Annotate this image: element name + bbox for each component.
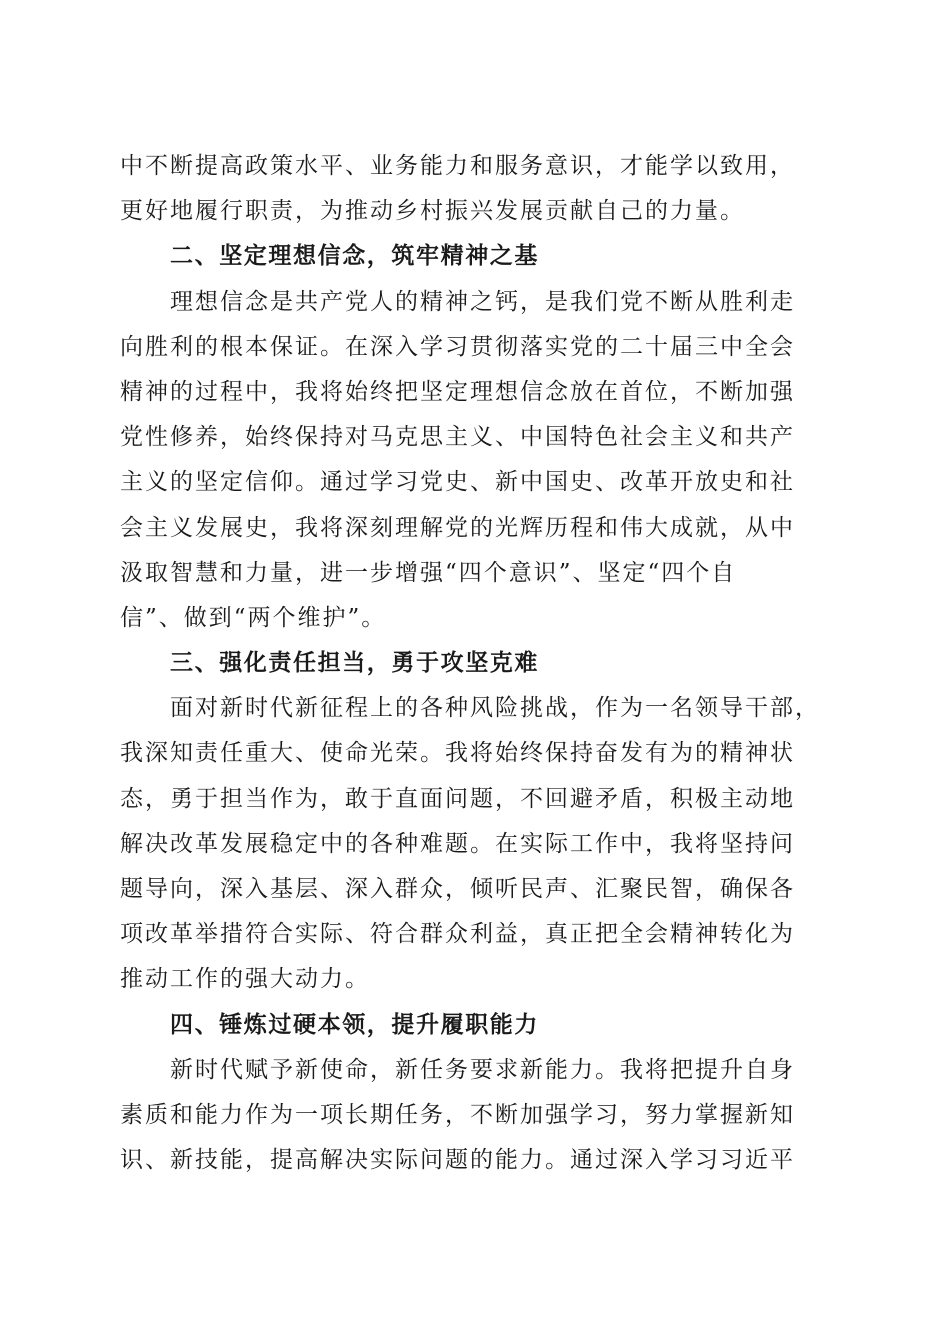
text-line: 向胜利的根本保证。在深入学习贯彻落实党的二十届三中全会 [120, 333, 795, 360]
paragraph [120, 1048, 820, 1184]
text-line: 题导向，深入基层、深入群众，倾听民声、汇聚民智，确保各 [120, 876, 795, 902]
text-line: 解决改革发展稳定中的各种难题。在实际工作中，我将坚持问 [120, 830, 795, 857]
text-line: 信”、做到“两个维护”。 [120, 604, 387, 631]
paragraph [120, 686, 820, 1002]
text-line: 主义的坚定信仰。通过学习党史、新中国史、改革开放史和社 [120, 469, 795, 496]
text-line: 中不断提高政策水平、业务能力和服务意识，才能学以致用， [120, 153, 795, 179]
document-page [120, 144, 820, 1183]
text-line: 理想信念是共产党人的精神之钙，是我们党不断从胜利走 [170, 288, 795, 315]
text-line: 推动工作的强大动力。 [120, 966, 370, 993]
text-line: 更好地履行职责，为推动乡村振兴发展贡献自己的力量。 [120, 198, 745, 225]
section-heading: 三、强化责任担当，勇于攻坚克难 [170, 650, 539, 677]
text-line: 态，勇于担当作为，敢于直面问题，不回避矛盾，积极主动地 [120, 785, 795, 812]
text-line: 会主义发展史，我将深刻理解党的光辉历程和伟大成就，从中 [120, 514, 795, 541]
section-heading: 四、锤炼过硬本领，提升履职能力 [170, 1011, 539, 1038]
text-line: 素质和能力作为一项长期任务，不断加强学习，努力掌握新知 [120, 1101, 795, 1128]
section-heading: 二、坚定理想信念，筑牢精神之基 [170, 243, 539, 270]
paragraph [120, 280, 820, 642]
text-line: 面对新时代新征程上的各种风险挑战，作为一名领导干部， [170, 695, 820, 722]
text-line: 识、新技能，提高解决实际问题的能力。通过深入学习习近平 [120, 1147, 795, 1174]
text-line: 党性修养，始终保持对马克思主义、中国特色社会主义和共产 [120, 424, 795, 451]
text-line: 汲取智慧和力量，进一步增强“四个意识”、坚定“四个自 [120, 559, 737, 586]
text-line: 项改革举措符合实际、符合群众利益，真正把全会精神转化为 [120, 921, 795, 948]
text-line: 我深知责任重大、使命光荣。我将始终保持奋发有为的精神状 [120, 740, 795, 767]
paragraph [120, 144, 820, 234]
text-line: 精神的过程中，我将始终把坚定理想信念放在首位，不断加强 [120, 378, 795, 405]
text-line: 新时代赋予新使命，新任务要求新能力。我将把提升自身 [170, 1056, 795, 1083]
